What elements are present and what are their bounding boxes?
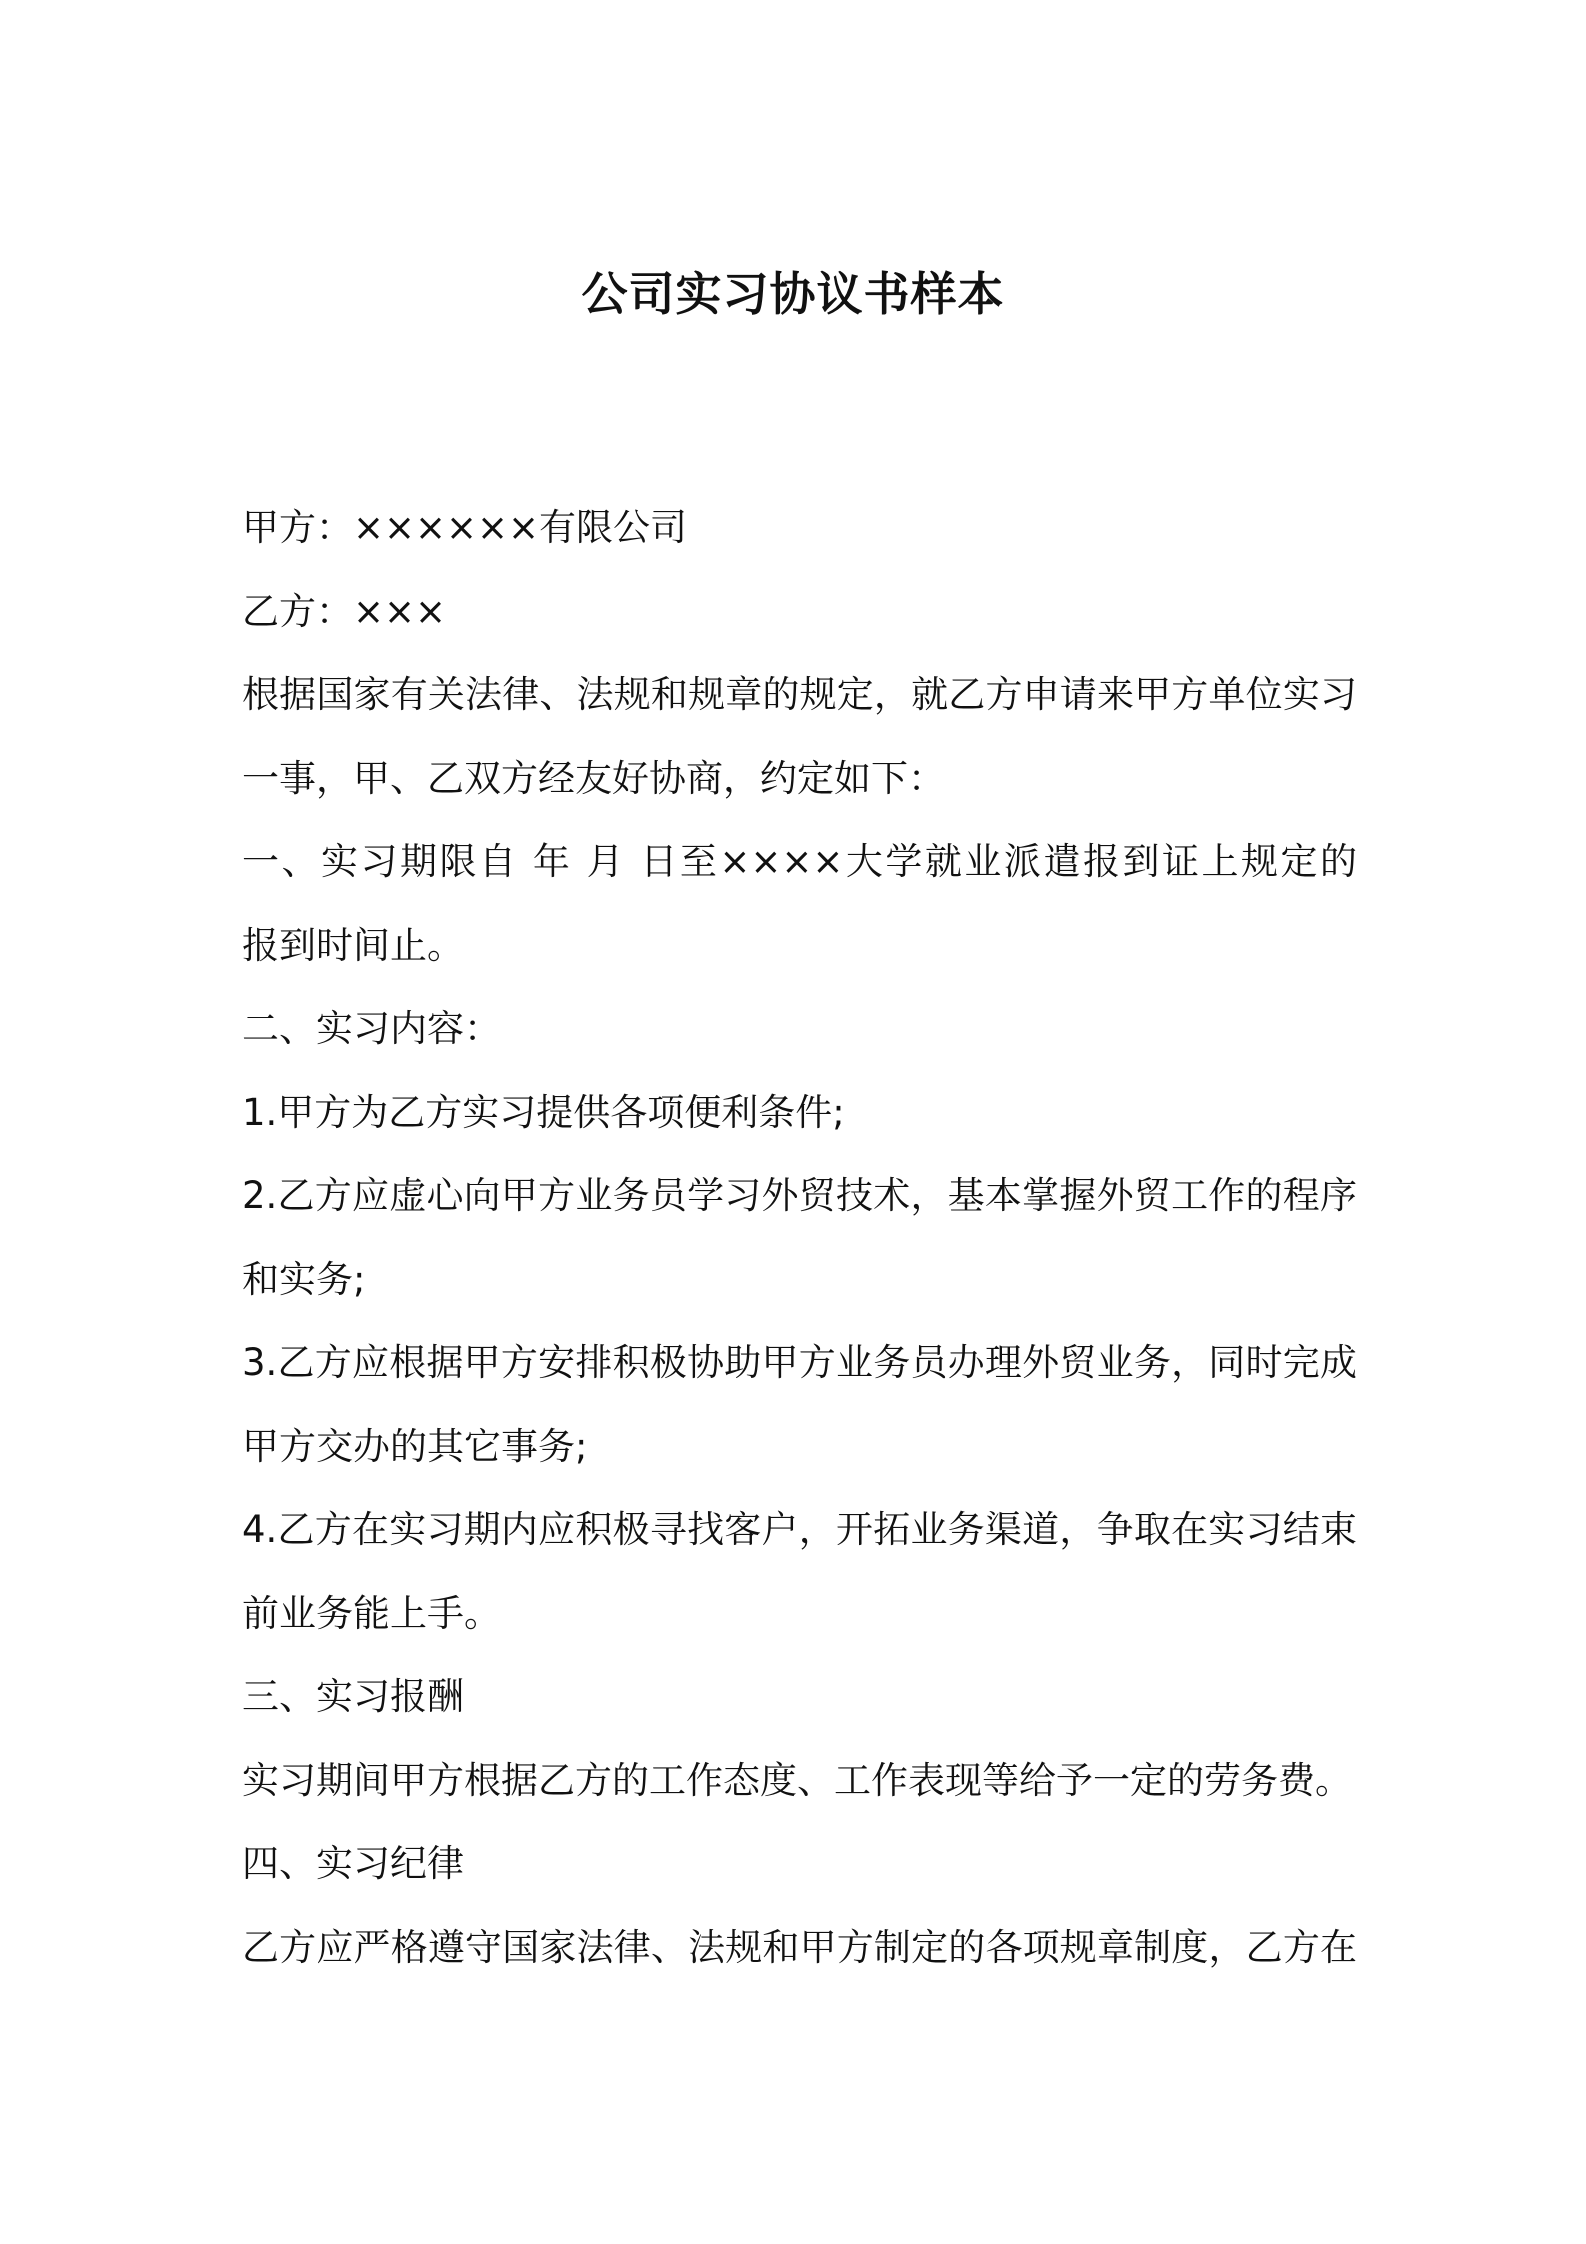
document-title: 公司实习协议书样本 xyxy=(581,267,1005,321)
clause-2-item-3-line-2: 甲方交办的其它事务; xyxy=(242,1424,588,1468)
clause-3-heading: 三、实习报酬 xyxy=(242,1675,464,1718)
party-b-line: 乙方：××× xyxy=(242,589,447,633)
clause-2-item-3-line-1: 3.乙方应根据甲方安排积极协助甲方业务员办理外贸业务，同时完成 xyxy=(242,1341,1357,1384)
party-a-line: 甲方：××××××有限公司 xyxy=(242,506,688,549)
clause-2-item-4-line-1: 4.乙方在实习期内应积极寻找客户，开拓业务渠道，争取在实习结束 xyxy=(242,1508,1357,1551)
clause-3-text: 实习期间甲方根据乙方的工作态度、工作表现等给予一定的劳务费。 xyxy=(242,1758,1352,1802)
clause-4-text-line-1: 乙方应严格遵守国家法律、法规和甲方制定的各项规章制度，乙方在 xyxy=(242,1925,1357,1969)
preamble-line-1: 根据国家有关法律、法规和规章的规定，就乙方申请来甲方单位实习 xyxy=(242,673,1357,716)
clause-4-heading: 四、实习纪律 xyxy=(242,1842,464,1885)
preamble-line-2: 一事，甲、乙双方经友好协商，约定如下： xyxy=(242,756,945,800)
clause-2-heading: 二、实习内容： xyxy=(242,1007,501,1050)
clause-2-item-4-line-2: 前业务能上手。 xyxy=(242,1591,501,1635)
clause-1-line-1: 一、实习期限自 年 月 日至××××大学就业派遣报到证上规定的 xyxy=(242,840,1357,883)
clause-2-item-2-line-1: 2.乙方应虚心向甲方业务员学习外贸技术，基本掌握外贸工作的程序 xyxy=(242,1174,1357,1217)
clause-2-item-2-line-2: 和实务; xyxy=(242,1257,366,1301)
clause-1-line-2: 报到时间止。 xyxy=(242,923,464,967)
clause-2-item-1: 1.甲方为乙方实习提供各项便利条件; xyxy=(242,1090,845,1134)
document-body xyxy=(242,493,1357,1996)
